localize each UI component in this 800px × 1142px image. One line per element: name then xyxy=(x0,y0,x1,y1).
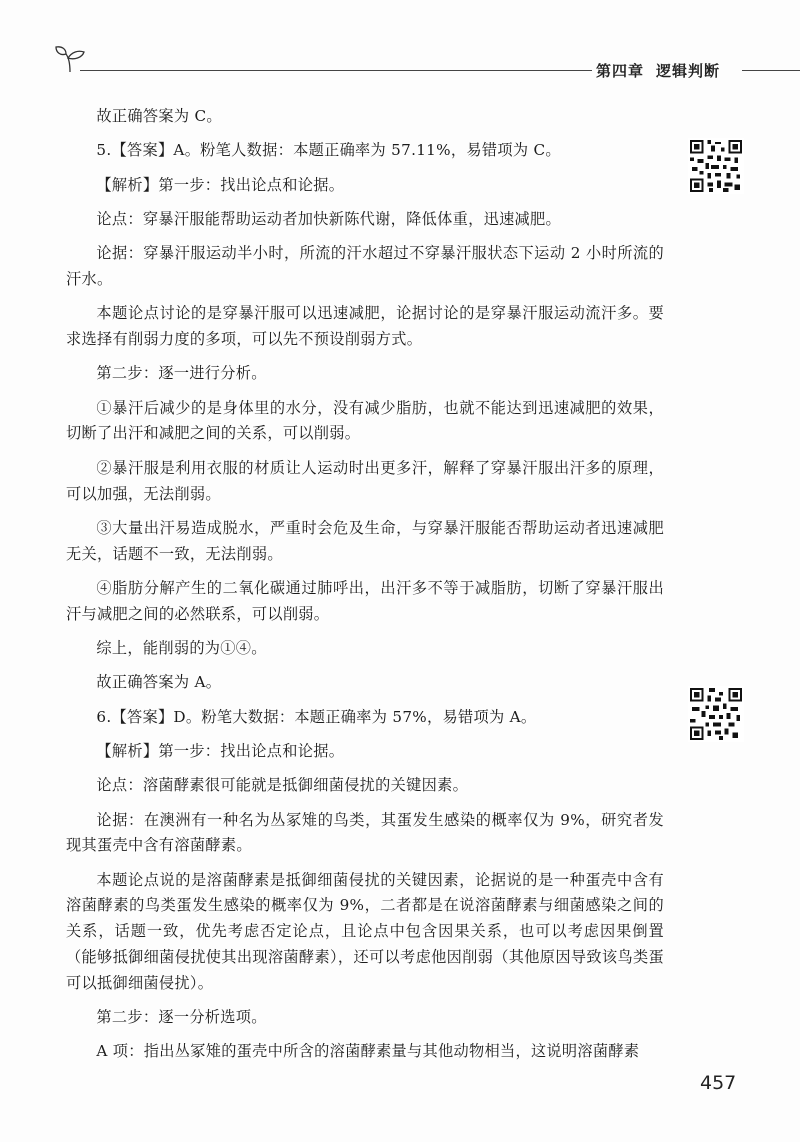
summary-q5: 综上，能削弱的为①④。 xyxy=(96,639,267,658)
chapter-heading xyxy=(596,60,720,81)
analysis-step1-q5: 【解析】第一步：找出论点和论据。 xyxy=(96,175,345,194)
analysis-summary-q5: 本题论点讨论的是穿暴汗服可以迅速减肥，论据讨论的是穿暴汗服运动流汗多。要求选择有削弱力度的多项，可以先不预设削弱方式。 xyxy=(66,304,664,349)
answer-heading-q5: 5.【答案】A。粉笔人数据：本题正确率为 57.11%，易错项为 C。 xyxy=(96,141,561,160)
header-rule-left xyxy=(80,70,592,71)
page-number: 457 xyxy=(700,1072,737,1094)
option-3-q5: ③大量出汗易造成脱水，严重时会危及生命，与穿暴汗服能否帮助运动者迅速减肥无关，话题不一致，无法削弱。 xyxy=(66,518,664,563)
page-header xyxy=(0,0,800,90)
chapter-section: 逻辑判断 xyxy=(656,62,721,80)
page-body xyxy=(66,104,664,1074)
conclusion-q5: 故正确答案为 A。 xyxy=(96,673,222,692)
answer-heading-q6: 6.【答案】D。粉笔大数据：本题正确率为 57%，易错项为 A。 xyxy=(96,707,537,726)
chapter-number: 第四章 xyxy=(596,62,645,80)
conclusion-q4: 故正确答案为 C。 xyxy=(96,107,222,125)
argument-point-q5: 论点：穿暴汗服能帮助运动者加快新陈代谢，降低体重，迅速减肥。 xyxy=(96,209,562,228)
analysis-step2-q6: 第二步：逐一分析选项。 xyxy=(96,1008,267,1027)
qr-code-icon[interactable] xyxy=(688,686,744,742)
analysis-step2-q5: 第二步：逐一进行分析。 xyxy=(96,364,267,383)
qr-code-icon[interactable] xyxy=(688,138,744,194)
option-1-q5: ①暴汗后减少的是身体里的水分，没有减少脂肪，也就不能达到迅速减肥的效果，切断了出汗和减肥之间的关系，可以削弱。 xyxy=(66,398,664,443)
argument-evidence-q5: 论据：穿暴汗服运动半小时，所流的汗水超过不穿暴汗服状态下运动 2 小时所流的汗水。 xyxy=(66,244,664,288)
option-4-q5: ④脂肪分解产生的二氧化碳通过肺呼出，出汗多不等于减脂肪，切断了穿暴汗服出汗与减肥之间的必然联系，可以削弱。 xyxy=(66,578,664,623)
analysis-summary-q6: 本题论点说的是溶菌酵素是抵御细菌侵扰的关键因素，论据说的是一种蛋壳中含有溶菌酵素的鸟类蛋发生感染的概率仅为 9%，二者都是在说溶菌酵素与细菌感染之间的关系，话题一致，优先考虑否定论点，且论点中包含因果关系，也可以考虑因果倒置（能够抵御细菌侵扰使其出现溶菌酵素），还可以考虑他因削弱（其他原因导致该鸟类蛋可以抵御细菌侵扰）。 xyxy=(66,870,664,992)
option-2-q5: ②暴汗服是利用衣服的材质让人运动时出更多汗，解释了穿暴汗服出汗多的原理，可以加强，无法削弱。 xyxy=(66,458,664,503)
header-rule-right xyxy=(742,70,800,71)
argument-evidence-q6: 论据：在澳洲有一种名为丛冢雉的鸟类，其蛋发生感染的概率仅为 9%，研究者发现其蛋壳中含有溶菌酵素。 xyxy=(66,810,664,855)
option-a-q6: A 项：指出丛冢雉的蛋壳中所含的溶菌酵素量与其他动物相当，这说明溶菌酵素 xyxy=(96,1042,640,1061)
argument-point-q6: 论点：溶菌酵素很可能就是抵御细菌侵扰的关键因素。 xyxy=(96,776,469,795)
analysis-step1-q6: 【解析】第一步：找出论点和论据。 xyxy=(96,741,345,760)
